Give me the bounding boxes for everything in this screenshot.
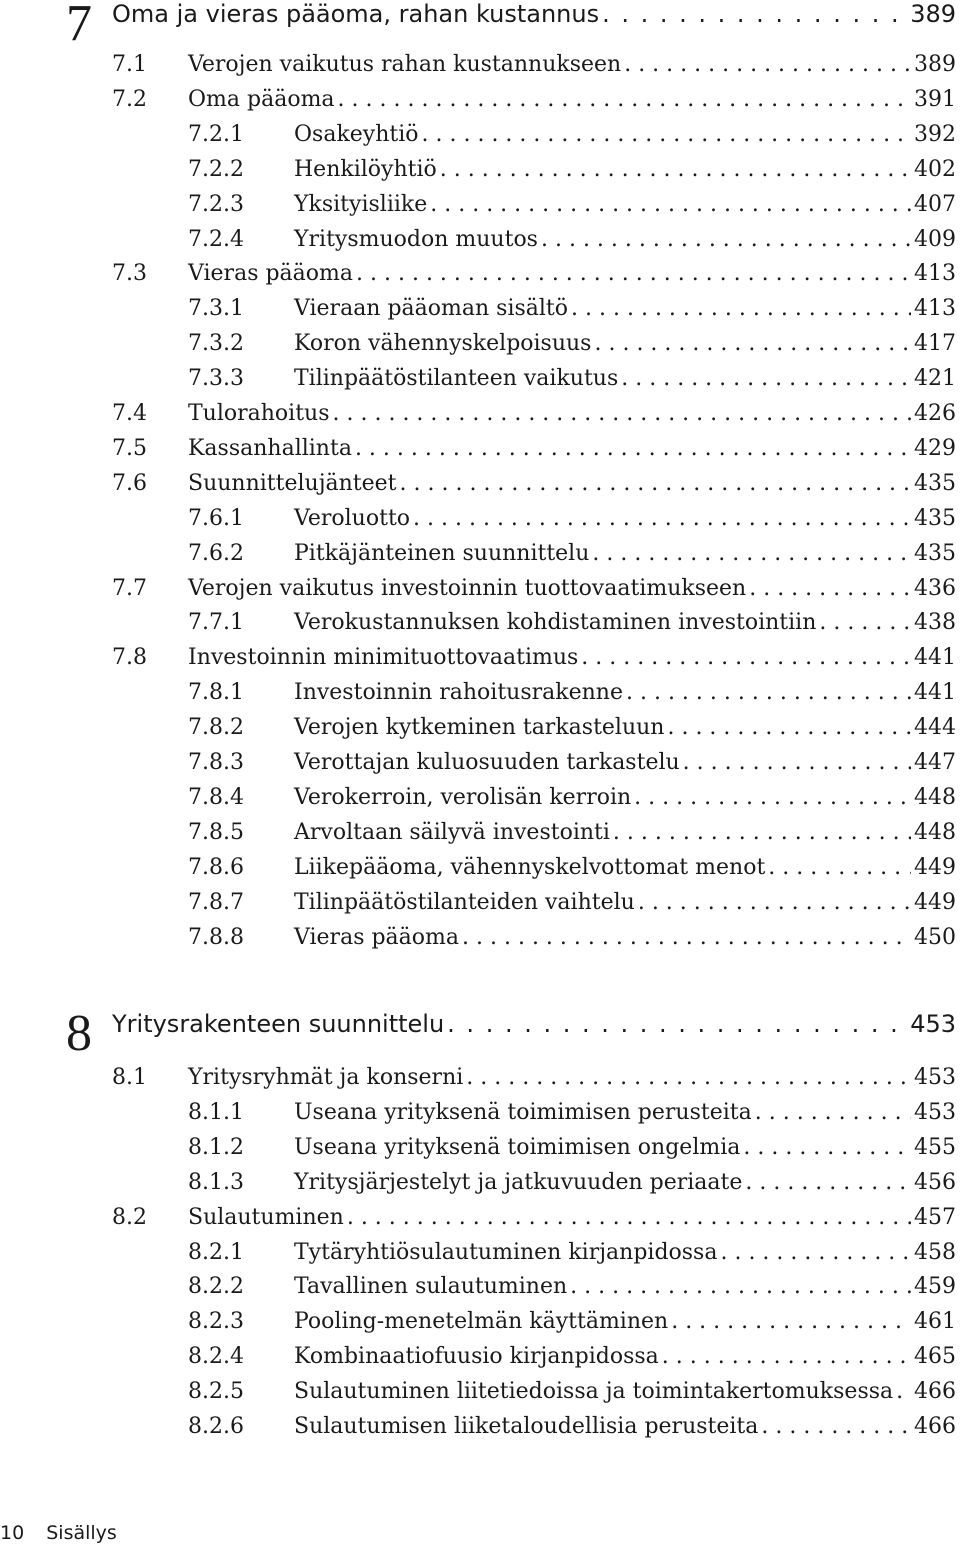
section-page-number: 426	[914, 401, 956, 426]
section-title: Suunnittelujänteet	[188, 470, 397, 496]
section-number: 7.8.4	[188, 784, 244, 810]
dot-leader	[667, 715, 911, 740]
toc-entry[interactable]	[0, 1309, 960, 1344]
toc-entry[interactable]	[0, 227, 960, 262]
section-title: Verottajan kuluosuuden tarkastelu	[294, 750, 680, 775]
section-title: Vieras pääoma	[188, 261, 354, 287]
toc-entry[interactable]	[0, 820, 960, 855]
section-number: 7.8.6	[188, 854, 244, 880]
section-page-number: 391	[914, 86, 956, 112]
section-page-number: 389	[914, 52, 956, 77]
dot-leader	[662, 1344, 911, 1369]
section-title: Investoinnin rahoitusrakenne	[294, 680, 623, 706]
dot-leader	[624, 52, 911, 77]
section-title: Sulautuminen	[188, 1204, 344, 1230]
dot-leader	[621, 366, 911, 391]
section-title: Yksityisliike	[294, 191, 428, 217]
section-page-number: 444	[914, 715, 956, 741]
section-title: Verojen vaikutus investoinnin tuottovaatimukseen	[188, 575, 747, 601]
section-page-number: 402	[914, 156, 956, 182]
section-number: 8.1	[112, 1065, 147, 1090]
section-page-number: 453	[914, 1065, 956, 1090]
section-page-number: 461	[914, 1309, 956, 1335]
toc-entry[interactable]	[0, 436, 960, 471]
toc-entry[interactable]	[0, 715, 960, 750]
chapter-heading[interactable]	[112, 0, 956, 34]
section-page-number: 466	[914, 1379, 956, 1405]
section-page-number: 417	[914, 331, 956, 357]
section-page-number: 441	[914, 645, 956, 671]
section-title: Verokerroin, verolisän kerroin	[294, 784, 632, 810]
section-title: Pooling-menetelmän käyttäminen	[294, 1309, 669, 1335]
toc-entry[interactable]	[0, 1344, 960, 1379]
dot-leader	[683, 750, 911, 775]
dot-leader	[594, 331, 911, 356]
section-number: 8.2.6	[188, 1414, 244, 1439]
toc-entry[interactable]	[0, 645, 960, 680]
section-title: Useana yrityksenä toimimisen ongelmia	[294, 1134, 741, 1160]
section-page-number: 413	[914, 296, 956, 322]
dot-leader	[819, 610, 911, 635]
dot-leader	[896, 1379, 911, 1404]
section-title: Pitkäjänteinen suunnittelu	[294, 540, 590, 566]
section-title: Yritysmuodon muutos	[294, 226, 538, 252]
section-page-number: 447	[914, 750, 956, 775]
section-number: 7.3	[112, 261, 147, 287]
section-number: 7.8.5	[188, 819, 244, 845]
dot-leader	[634, 785, 911, 810]
section-title: Osakeyhtiö	[294, 121, 419, 147]
section-number: 7.2	[112, 86, 147, 112]
dot-leader	[613, 820, 911, 845]
section-title: Sulautumisen liiketaloudellisia perusteita	[294, 1414, 759, 1439]
section-number: 7.3.3	[188, 366, 244, 392]
section-page-number: 459	[914, 1274, 956, 1300]
dot-leader	[430, 192, 911, 217]
dot-leader	[761, 1414, 911, 1439]
section-number: 8.2.3	[188, 1309, 244, 1335]
section-page-number: 449	[914, 889, 956, 915]
section-title: Tilinpäätöstilanteiden vaihtelu	[294, 889, 635, 915]
dot-leader	[749, 576, 911, 601]
section-page-number: 466	[914, 1414, 956, 1439]
dot-leader	[447, 1010, 907, 1038]
section-page-number: 435	[914, 470, 956, 496]
section-title: Vieras pääoma	[294, 924, 460, 950]
section-title: Tulorahoitus	[188, 401, 330, 426]
section-number: 7.8.8	[188, 924, 244, 950]
section-title: Investoinnin minimituottovaatimus	[188, 645, 579, 671]
toc-entry[interactable]	[0, 1379, 960, 1414]
section-title: Vieraan pääoman sisältö	[294, 296, 569, 322]
section-number: 7.3.2	[188, 331, 244, 357]
page-footer	[0, 1522, 117, 1544]
dot-leader	[466, 1065, 911, 1090]
toc-entry[interactable]	[0, 855, 960, 890]
chapter-number: 8	[66, 1005, 92, 1062]
section-title: Liikepääoma, vähennyskelvottomat menot	[294, 854, 766, 880]
section-title: Tavallinen sulautuminen	[294, 1274, 568, 1300]
toc-entry[interactable]	[0, 890, 960, 925]
section-title: Yritysjärjestelyt ja jatkuvuuden periaate	[294, 1169, 743, 1195]
dot-leader	[592, 541, 911, 566]
section-number: 7.6.2	[188, 540, 244, 566]
section-number: 7.7	[112, 575, 147, 601]
section-number: 7.4	[112, 401, 147, 426]
toc-entry[interactable]	[0, 261, 960, 296]
dot-leader	[333, 401, 911, 426]
section-page-number: 435	[914, 540, 956, 566]
toc-entry[interactable]	[0, 1274, 960, 1309]
section-number: 7.8.7	[188, 889, 244, 915]
section-page-number: 409	[914, 226, 956, 252]
dot-leader	[743, 1135, 911, 1160]
toc-entry[interactable]	[0, 1100, 960, 1135]
section-page-number: 435	[914, 505, 956, 531]
section-page-number: 465	[914, 1344, 956, 1370]
section-number: 7.2.3	[188, 191, 244, 217]
toc-entry[interactable]	[0, 1170, 960, 1205]
toc-entry[interactable]	[0, 52, 960, 87]
section-number: 7.5	[112, 435, 147, 461]
section-title: Koron vähennyskelpoisuus	[294, 331, 592, 357]
section-number: 7.6	[112, 470, 147, 496]
section-number: 7.6.1	[188, 505, 244, 531]
section-page-number: 438	[914, 610, 956, 636]
dot-leader	[355, 436, 911, 461]
section-number: 7.2.2	[188, 156, 244, 182]
section-title: Verojen vaikutus rahan kustannukseen	[188, 52, 622, 77]
section-number: 7.3.1	[188, 296, 244, 322]
section-title: Useana yrityksenä toimimisen perusteita	[294, 1099, 752, 1125]
section-number: 8.2.1	[188, 1239, 244, 1265]
dot-leader	[581, 645, 911, 670]
chapter-page-number: 453	[910, 1010, 956, 1038]
section-page-number: 449	[914, 854, 956, 880]
dot-leader	[338, 87, 911, 112]
section-page-number: 407	[914, 191, 956, 217]
section-title: Kombinaatiofuusio kirjanpidossa	[294, 1344, 659, 1370]
section-number: 7.8.3	[188, 750, 244, 775]
dot-leader	[745, 1170, 911, 1195]
dot-leader	[626, 680, 911, 705]
section-page-number: 421	[914, 366, 956, 392]
chapter-page-number: 389	[910, 0, 956, 28]
toc-entry[interactable]	[0, 87, 960, 122]
toc-entry[interactable]	[0, 1205, 960, 1240]
dot-leader	[671, 1309, 911, 1334]
section-number: 7.8	[112, 645, 147, 671]
section-number: 8.1.2	[188, 1134, 244, 1160]
section-page-number: 456	[914, 1169, 956, 1195]
toc-entry[interactable]	[0, 296, 960, 331]
dot-leader	[602, 0, 907, 28]
section-number: 8.2.2	[188, 1274, 244, 1300]
chapter-title: Oma ja vieras pääoma, rahan kustannus	[112, 0, 600, 28]
dot-leader	[440, 157, 911, 182]
section-number: 8.2.5	[188, 1379, 244, 1405]
toc-entry[interactable]	[0, 925, 960, 960]
footer-page-number: 10	[0, 1522, 25, 1544]
section-title: Verojen kytkeminen tarkasteluun	[294, 715, 665, 741]
section-page-number: 448	[914, 784, 956, 810]
section-title: Yritysryhmät ja konserni	[188, 1065, 464, 1090]
toc-entry[interactable]	[0, 1414, 960, 1449]
section-page-number: 392	[914, 121, 956, 147]
toc-entry[interactable]	[0, 192, 960, 227]
toc-entry[interactable]	[0, 610, 960, 645]
dot-leader	[571, 296, 911, 321]
chapter-heading[interactable]	[112, 1010, 956, 1044]
section-page-number: 457	[914, 1204, 956, 1230]
section-title: Verokustannuksen kohdistaminen investointiin	[294, 610, 817, 636]
section-title: Tilinpäätöstilanteen vaikutus	[294, 366, 619, 392]
toc-entry[interactable]	[0, 1240, 960, 1275]
section-title: Sulautuminen liitetiedoissa ja toimintakertomuksessa	[294, 1379, 894, 1405]
toc-entry[interactable]	[0, 366, 960, 401]
section-page-number: 441	[914, 680, 956, 706]
section-number: 8.2.4	[188, 1344, 244, 1370]
section-number: 7.2.4	[188, 226, 244, 252]
section-page-number: 453	[914, 1099, 956, 1125]
dot-leader	[768, 855, 911, 880]
chapter-title: Yritysrakenteen suunnittelu	[112, 1010, 445, 1038]
dot-leader	[462, 925, 911, 950]
section-title: Arvoltaan säilyvä investointi	[294, 819, 610, 845]
toc-entry[interactable]	[0, 471, 960, 506]
toc-entry[interactable]	[0, 157, 960, 192]
toc-entry[interactable]	[0, 331, 960, 366]
toc-entry[interactable]	[0, 680, 960, 715]
chapter-number: 7	[66, 0, 92, 52]
section-number: 7.8.1	[188, 680, 244, 706]
section-title: Kassanhallinta	[188, 435, 352, 461]
dot-leader	[638, 890, 911, 915]
toc-entry[interactable]	[0, 541, 960, 576]
toc-entry[interactable]	[0, 576, 960, 611]
section-number: 7.7.1	[188, 610, 244, 636]
section-number: 8.1.3	[188, 1169, 244, 1195]
dot-leader	[413, 506, 911, 531]
section-number: 7.1	[112, 52, 147, 77]
section-number: 7.8.2	[188, 715, 244, 741]
section-title: Henkilöyhtiö	[294, 156, 437, 182]
toc-entry[interactable]	[0, 785, 960, 820]
dot-leader	[422, 122, 911, 147]
dot-leader	[720, 1240, 911, 1265]
dot-leader	[356, 261, 911, 286]
footer-section-name: Sisällys	[46, 1522, 117, 1544]
dot-leader	[541, 227, 911, 252]
toc-entry[interactable]	[0, 506, 960, 541]
section-page-number: 429	[914, 435, 956, 461]
section-page-number: 413	[914, 261, 956, 287]
dot-leader	[347, 1205, 911, 1230]
section-number: 8.1.1	[188, 1099, 244, 1125]
section-number: 8.2	[112, 1204, 147, 1230]
dot-leader	[570, 1274, 911, 1299]
section-title: Veroluotto	[294, 505, 411, 531]
toc-entry[interactable]	[0, 1065, 960, 1100]
section-page-number: 455	[914, 1134, 956, 1160]
dot-leader	[755, 1100, 911, 1125]
toc-entry[interactable]	[0, 401, 960, 436]
section-page-number: 448	[914, 819, 956, 845]
section-page-number: 458	[914, 1239, 956, 1265]
dot-leader	[400, 471, 911, 496]
section-number: 7.2.1	[188, 121, 244, 147]
toc-entry[interactable]	[0, 750, 960, 785]
section-page-number: 436	[914, 575, 956, 601]
toc-entry[interactable]	[0, 1135, 960, 1170]
section-title: Tytäryhtiösulautuminen kirjanpidossa	[294, 1239, 718, 1265]
section-page-number: 450	[914, 924, 956, 950]
section-title: Oma pääoma	[188, 86, 335, 112]
toc-entry[interactable]	[0, 122, 960, 157]
